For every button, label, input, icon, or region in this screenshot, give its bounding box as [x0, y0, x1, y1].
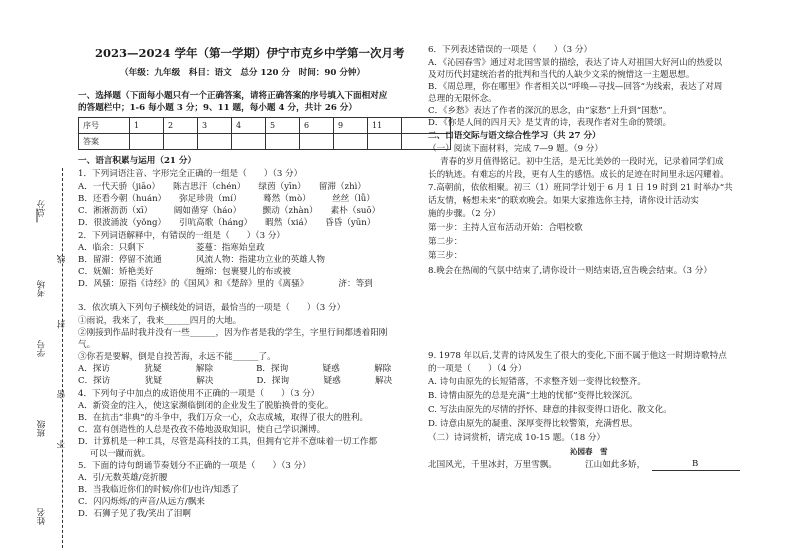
- table-cell: 答案: [79, 134, 130, 150]
- answer-cell[interactable]: [334, 134, 368, 150]
- q6-option-c: C．《乡愁》表达了作者的深沉的思念，由“家愁”上升到“国愁”。: [428, 106, 672, 116]
- q9-option-b: B. 诗情由原先的总是充满“土地的忧郁”变得比较深沉。: [428, 391, 638, 401]
- q4-option-d: D．计算机是一种工具，尽管是高科技的工具，但拥有它并不意味着一切工作都: [78, 437, 378, 447]
- binding-mark-feng: 封: [57, 320, 67, 329]
- answer-cell[interactable]: [198, 134, 232, 150]
- question-7-cont: 话友情，畅想未来”的联欢晚会。如果大家推选你主持，请你设计活动实: [428, 196, 699, 206]
- q4-option-d-cont: 可以一蹴而就。: [90, 449, 151, 459]
- poem-blank-line[interactable]: [652, 470, 740, 471]
- name-label: 姓名: [37, 508, 47, 526]
- q2-option-a: A．临余：只剩下 菱蔓：指寒始皇政: [78, 243, 265, 253]
- answer-cell[interactable]: [368, 134, 402, 150]
- question-9: 9. 1978 年以后,艾青的诗风发生了很大的变化,下面不属于他这一时期诗歌特点: [428, 351, 727, 361]
- q5-option-b: B．当我临近你们的时候/你们/也许/知悉了: [78, 485, 240, 495]
- question-7: 7.高朝前，依依相聚。初三（1）班同学计划于 6 月 1 日 19 时到 21 时举办“共: [428, 183, 733, 193]
- q3-sentence-1: ①雨说，我来了，我来______四月的大地。: [78, 316, 242, 326]
- part1-heading: 一、语言积累与运用（21 分）: [78, 156, 197, 166]
- table-cell: 3: [198, 118, 232, 134]
- table-cell: 6: [300, 118, 334, 134]
- binding-mark-xian: 线: [57, 255, 67, 264]
- q2-option-c: C．妩媚：矫艳美好 缠绵：包裹婴儿的布或被: [78, 267, 291, 277]
- poem-line-2: 江山如此多娇，: [585, 460, 646, 470]
- answer-cell[interactable]: [232, 134, 266, 150]
- q4-option-b: B．在抗击“非典”的斗争中，我们万众一心，众志成城，取得了很大的胜利。: [78, 413, 369, 423]
- step-3[interactable]: 第三步：: [428, 251, 463, 261]
- step-1: 第一步：主持人宣布活动开始：合唱校歌: [428, 223, 583, 233]
- answer-cell[interactable]: [130, 134, 164, 150]
- q1-option-b: B．还看今朝（huán） 弥足珍贵（mí） 蓦然（mò） 丝丝（lǚ）: [78, 194, 375, 204]
- question-6: 6．下列表述错误的一项是（ ）（3 分）: [428, 45, 593, 55]
- table-row: [79, 134, 451, 150]
- q3-sentence-3: ③你若是要解，倒是自投苦海，永远不能______了。: [78, 352, 276, 362]
- table-cell: 11: [368, 118, 402, 134]
- binding-mark-bu: 不: [57, 440, 67, 449]
- class-label: 班级: [37, 420, 47, 438]
- question-9-cont: 的一项是（ ）（4 分）: [428, 364, 527, 374]
- question-4: 4．下列句子中加点的成语使用不正确的一项是（ ）（3 分）: [78, 389, 320, 399]
- table-cell: 1: [130, 118, 164, 134]
- seat-number-label: 学号: [37, 340, 47, 358]
- question-8: 8.晚会在热闹的气氛中结束了,请你设计一则结束语,宣告晚会结束。（3 分）: [428, 266, 712, 276]
- question-1: 1．下列词语注音、字形完全正确的一组是（ ）（3 分）: [78, 169, 303, 179]
- exam-title: 2023—2024 学年（第一学期）伊宁市克乡中学第一次月考: [95, 46, 405, 60]
- q1-option-d: D．很波涌波（yǒng） 引吭高歌（háng） 暇然（xiá） 昏昏（yūn）: [78, 218, 376, 228]
- q9-option-a: A. 诗句由原先的长短错落，不求整齐划一变得比较整齐。: [428, 377, 646, 387]
- reading-text-line2: 长的轨迹。有难忘的片段，更有人生的感悟。成长的足迹在时间里永远闪耀着。: [428, 170, 729, 180]
- exam-room-label: 考场: [37, 280, 47, 298]
- q5-option-c: C．闪闪烁烁/的声音/从远方/飘来: [78, 497, 205, 507]
- answer-cell[interactable]: [300, 134, 334, 150]
- question-2: 2．下列词语解释中，有错误的一组是（ ）（3 分）: [78, 231, 286, 241]
- reading-text-line1: 青春的岁月值得铭记。初中生活，是无比美妙的一段时光，记录着同学们成: [440, 157, 724, 167]
- table-cell: 9: [334, 118, 368, 134]
- score-label: 总分: [37, 200, 47, 218]
- q2-option-d: D．风骚：原指《诗经》的《国风》和《楚辞》里的《离骚》 济：等到: [78, 279, 373, 289]
- section1-heading-line1: 一、选择题（下面每小题只有一个正确答案，请将正确答案的序号填入下面相对应: [78, 91, 388, 101]
- section1-heading-line2: 的答题栏中；1-6 每小题 3 分；9、11 题，每小题 4 分，共计 26 分）: [78, 103, 357, 113]
- answer-table: [78, 117, 451, 150]
- q6-option-d: D．《你是人间的四月天》是艾青的诗，表现作者对生命的赞颂。: [428, 118, 672, 128]
- q9-option-d: D. 诗意由原先的凝重、深厚变得比较警策，充满哲思。: [428, 419, 638, 429]
- poem-line-1: 北国风光，千里冰封，万里雪飘。: [428, 460, 557, 470]
- question-7-cont2: 施的步骤。（2 分）: [428, 209, 501, 219]
- binding-mark-mi: 密: [57, 390, 67, 399]
- poem-blank-label: B: [692, 459, 699, 469]
- q5-option-d: D．石狮子见了我/笑出了泪啊: [78, 509, 191, 519]
- score-blank-line: [37, 209, 38, 223]
- q3-sentence-2: ②刚接到作品时我并没有一些______，因为作者是我的学生，字里行间都透着阳刚: [78, 328, 388, 338]
- q6-option-b: B．《周总理，你在哪里》作者相关以“呼唤—寻找—回答”为线索，表达了对周: [428, 82, 723, 92]
- binding-dashed-line: [62, 168, 63, 548]
- table-cell: 4: [232, 118, 266, 134]
- q2-option-b: B．留滞：停留不流通 风流人物：指建功立业的英雄人物: [78, 255, 325, 265]
- table-cell: 序号: [79, 118, 130, 134]
- answer-cell[interactable]: [164, 134, 198, 150]
- q1-option-a: A．一代天骄（jiāo） 陈吉思汗（chén） 绿茵（yīn） 留滞（zhì）: [78, 182, 366, 192]
- step-2[interactable]: 第二步：: [428, 237, 463, 247]
- q5-option-a: A．引/无数英雄/竞折腰: [78, 473, 168, 483]
- q3-options-ab: A．探访 犹疑 解除 B．探询 疑惑 解除: [78, 364, 392, 374]
- table-cell: 5: [266, 118, 300, 134]
- question-5: 5．下面的诗句朗诵节奏划分不正确的一项是（ ）（3 分）: [78, 461, 311, 471]
- q6-option-b-cont: 总理的无限怀念。: [428, 94, 497, 104]
- q3-sentence-2-cont: 气。: [78, 340, 96, 350]
- q6-option-a-cont: 及对历代封建统治者的批判和当代的人缺少文采的惋惜这一主题思想。: [428, 70, 695, 80]
- q4-option-c: C．富有创造性的人总是孜孜不倦地汲取知识，使自己学识渊博。: [78, 425, 326, 435]
- part2-heading: 二、口语交际与语文综合性学习（共 27 分）: [428, 131, 601, 141]
- poem-title: 沁园春 雪: [570, 447, 608, 456]
- q9-option-c: C. 写法由原先的尽情的抒怀、肆意的排叙变得口语化、散文化。: [428, 405, 672, 415]
- exam-subtitle: （年级：九年级 科目：语文 总分 120 分 时间：90 分钟）: [120, 68, 366, 78]
- table-cell: 2: [164, 118, 198, 134]
- part2b-heading: （二）诗词赏析，请完成 10-15 题。（18 分）: [428, 433, 606, 443]
- question-3: 3．依次填入下列句子横线处的词语，最恰当的一项是（ ）（3 分）: [78, 303, 346, 313]
- answer-cell[interactable]: [266, 134, 300, 150]
- q3-options-cd: C．探访 犹疑 解决 D．探询 疑惑 解决: [78, 376, 393, 386]
- q4-option-a: A．新资金的注入，使这家濒临倒闭的企业发生了脱胎换骨的变化。: [78, 401, 334, 411]
- q6-option-a: A．《沁园春雪》通过对北国雪景的描绘，表达了诗人对祖国大好河山的热爱以: [428, 58, 723, 68]
- q1-option-c: C．淅淅沥沥（xī） 阔如凿穿（háo） 颤动（zhàn） 素朴（suō）: [78, 206, 381, 216]
- table-row: [79, 118, 451, 134]
- part2-sub-heading: （一）阅读下面材料，完成 7—9 题。（9 分）: [428, 144, 603, 154]
